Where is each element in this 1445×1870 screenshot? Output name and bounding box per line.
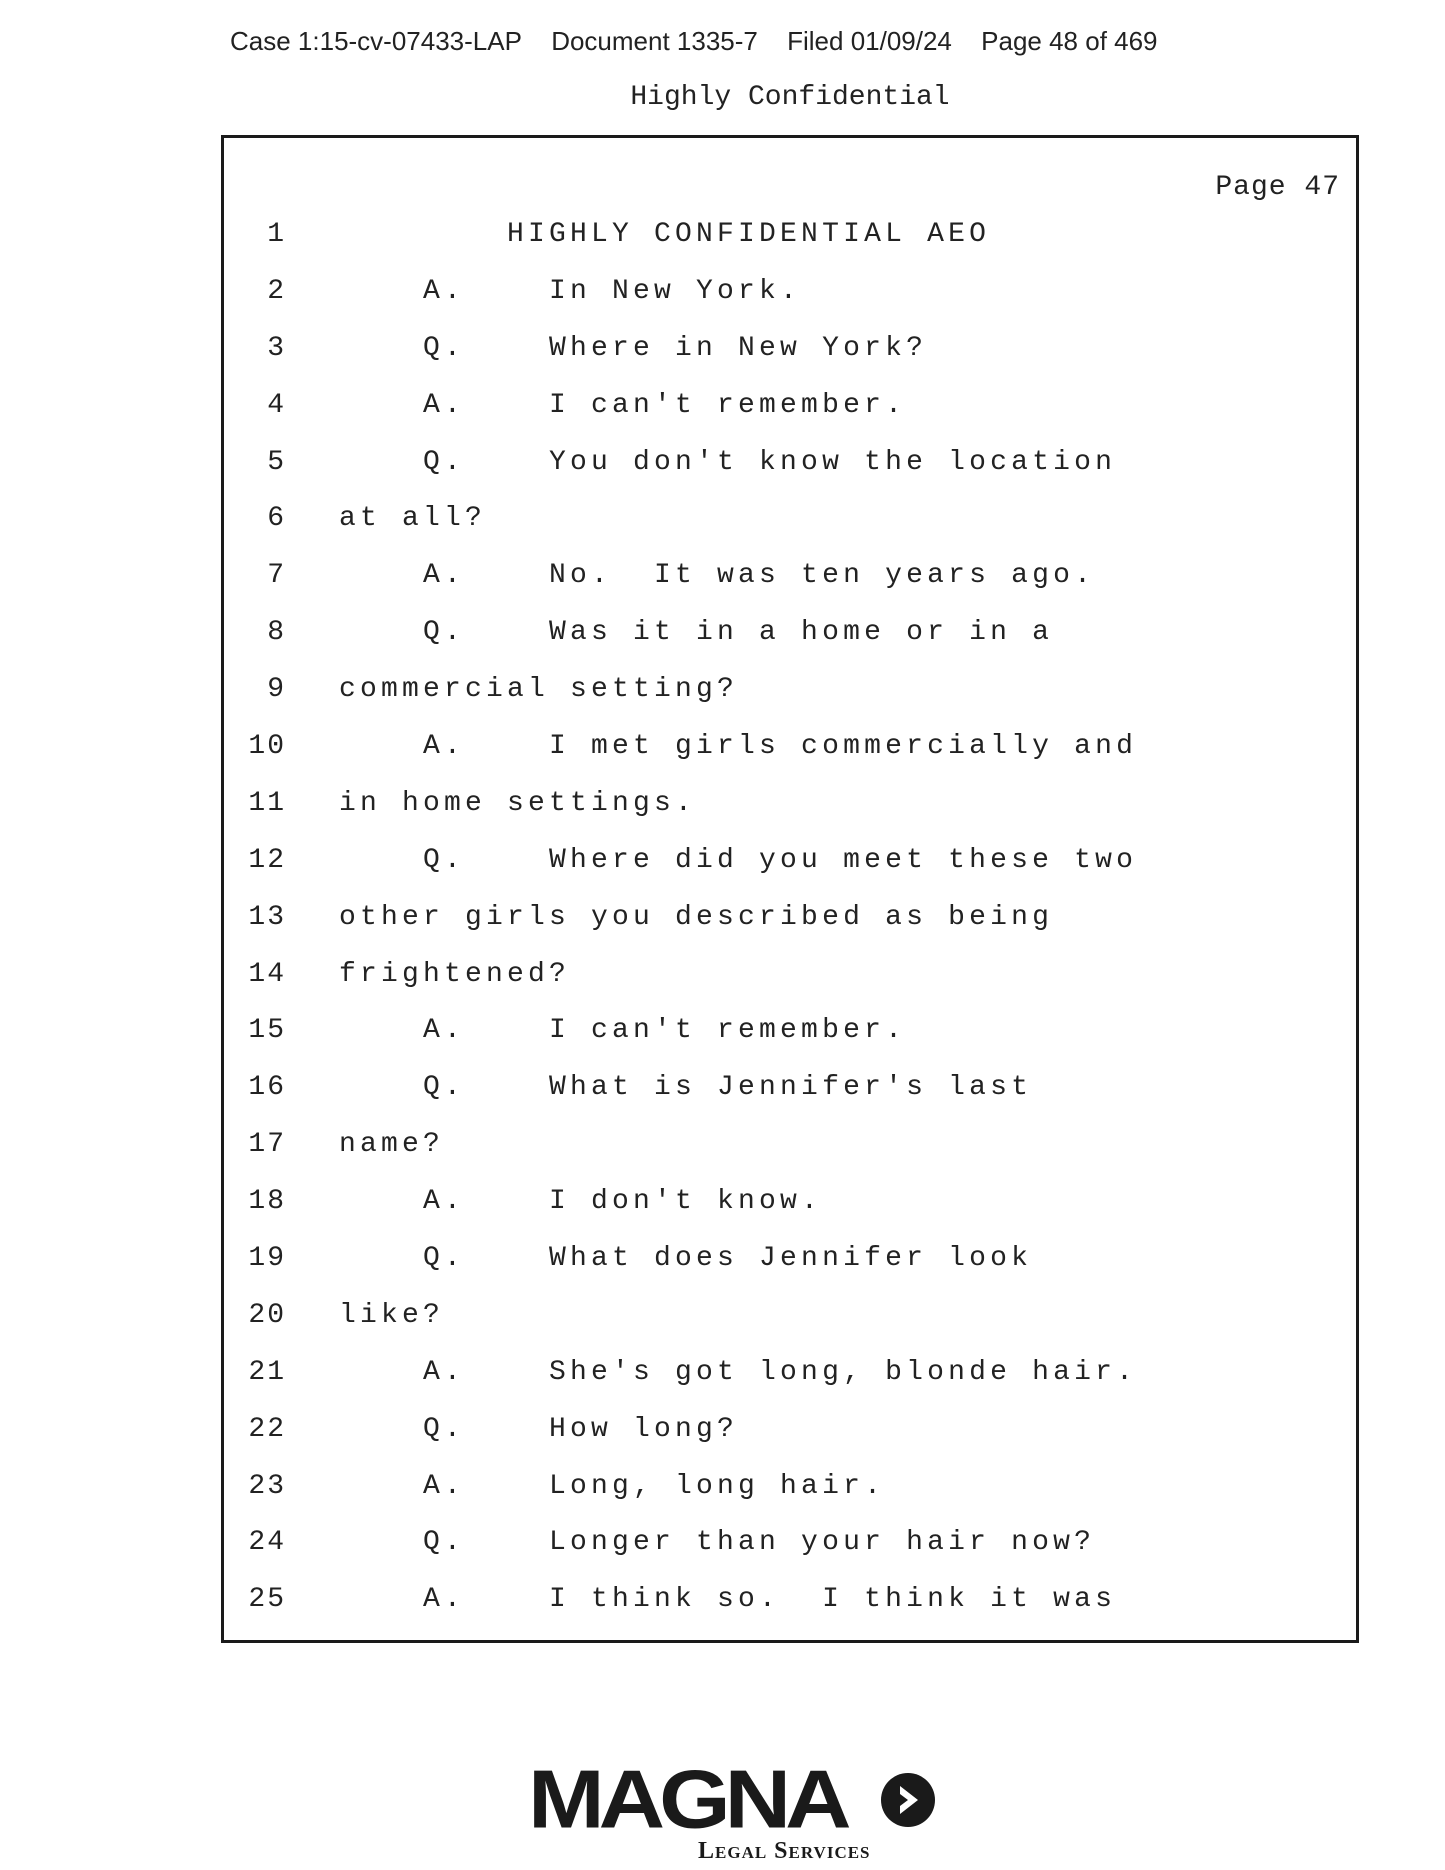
line-number: 4 — [267, 389, 286, 421]
transcript-line — [224, 1015, 1356, 1072]
line-text: Q. What is Jennifer's last — [339, 1072, 1033, 1104]
line-text: Q. How long? — [339, 1413, 739, 1445]
line-text: frightened? — [339, 958, 571, 990]
line-text: at all? — [339, 503, 487, 535]
line-number: 15 — [248, 1015, 286, 1047]
line-text: A. In New York. — [339, 275, 802, 307]
logo-wordmark: MAGNA — [528, 1753, 846, 1846]
transcript-line — [224, 731, 1356, 788]
line-number: 3 — [267, 332, 286, 364]
line-number: 6 — [267, 503, 286, 535]
line-number: 9 — [267, 674, 286, 706]
transcript-line — [224, 845, 1356, 902]
transcript-line — [224, 674, 1356, 731]
line-text: Q. Where in New York? — [339, 332, 928, 364]
line-number: 25 — [248, 1584, 286, 1616]
case-header — [230, 26, 1180, 57]
transcript-line — [224, 1243, 1356, 1300]
line-number: 14 — [248, 958, 286, 990]
transcript-line — [224, 617, 1356, 674]
transcript-line — [224, 219, 1356, 276]
line-text: A. I think so. I think it was — [339, 1584, 1117, 1616]
line-text: A. I met girls commercially and — [339, 731, 1138, 763]
transcript-line — [224, 959, 1356, 1016]
line-number: 22 — [248, 1413, 286, 1445]
line-text: Q. What does Jennifer look — [339, 1243, 1033, 1275]
transcript-line — [224, 1129, 1356, 1186]
case-number: Case 1:15-cv-07433-LAP — [230, 26, 522, 56]
line-number: 20 — [248, 1299, 286, 1331]
transcript-line — [224, 1471, 1356, 1528]
transcript-line — [224, 1186, 1356, 1243]
transcript-line — [224, 1584, 1356, 1641]
line-number: 21 — [248, 1356, 286, 1388]
transcript-line — [224, 902, 1356, 959]
confidentiality-header: Highly Confidential — [630, 82, 950, 113]
line-text: Q. Was it in a home or in a — [339, 617, 1054, 649]
line-text: commercial setting? — [339, 674, 739, 706]
line-text: Q. You don't know the location — [339, 446, 1117, 478]
transcript-line — [224, 390, 1356, 447]
line-number: 18 — [248, 1186, 286, 1218]
line-number: 1 — [267, 219, 286, 250]
line-text: A. I can't remember. — [339, 389, 907, 421]
transcript-line — [224, 1072, 1356, 1129]
line-text: HIGHLY CONFIDENTIAL AEO — [339, 219, 991, 250]
transcript-line — [224, 560, 1356, 617]
line-number: 24 — [248, 1527, 286, 1559]
transcript-page-label: Page 47 — [1215, 172, 1340, 203]
line-number: 12 — [248, 844, 286, 876]
line-number: 2 — [267, 275, 286, 307]
transcript-line — [224, 1527, 1356, 1584]
line-text: Q. Longer than your hair now? — [339, 1527, 1096, 1559]
transcript-line — [224, 1300, 1356, 1357]
transcript-lines — [224, 219, 1356, 1641]
transcript-line — [224, 1357, 1356, 1414]
line-text: A. No. It was ten years ago. — [339, 560, 1096, 592]
line-number: 5 — [267, 446, 286, 478]
transcript-line — [224, 503, 1356, 560]
line-number: 17 — [248, 1129, 286, 1161]
page-of-total: Page 48 of 469 — [981, 26, 1158, 56]
magna-logo — [528, 1753, 928, 1864]
transcript-line — [224, 1414, 1356, 1471]
line-text: other girls you described as being — [339, 901, 1054, 933]
line-number: 13 — [248, 901, 286, 933]
logo-subtitle: Legal Services — [698, 1838, 871, 1864]
transcript-line — [224, 333, 1356, 390]
line-number: 8 — [267, 617, 286, 649]
chevron-circle-icon — [878, 1770, 938, 1830]
line-text: name? — [339, 1129, 445, 1161]
line-number: 7 — [267, 560, 286, 592]
transcript-line — [224, 788, 1356, 845]
line-text: in home settings. — [339, 787, 697, 819]
line-text: Q. Where did you meet these two — [339, 844, 1138, 876]
line-text: A. I can't remember. — [339, 1015, 907, 1047]
line-text: A. She's got long, blonde hair. — [339, 1356, 1138, 1388]
line-text: A. Long, long hair. — [339, 1470, 886, 1502]
line-number: 16 — [248, 1072, 286, 1104]
line-number: 23 — [248, 1470, 286, 1502]
line-number: 10 — [248, 731, 286, 763]
line-text: A. I don't know. — [339, 1186, 823, 1218]
document-number: Document 1335-7 — [551, 26, 758, 56]
line-number: 19 — [248, 1243, 286, 1275]
line-number: 11 — [248, 787, 286, 819]
transcript-frame — [221, 135, 1359, 1643]
filed-date: Filed 01/09/24 — [787, 26, 952, 56]
line-text: like? — [339, 1299, 445, 1331]
transcript-line — [224, 276, 1356, 333]
transcript-line — [224, 447, 1356, 504]
